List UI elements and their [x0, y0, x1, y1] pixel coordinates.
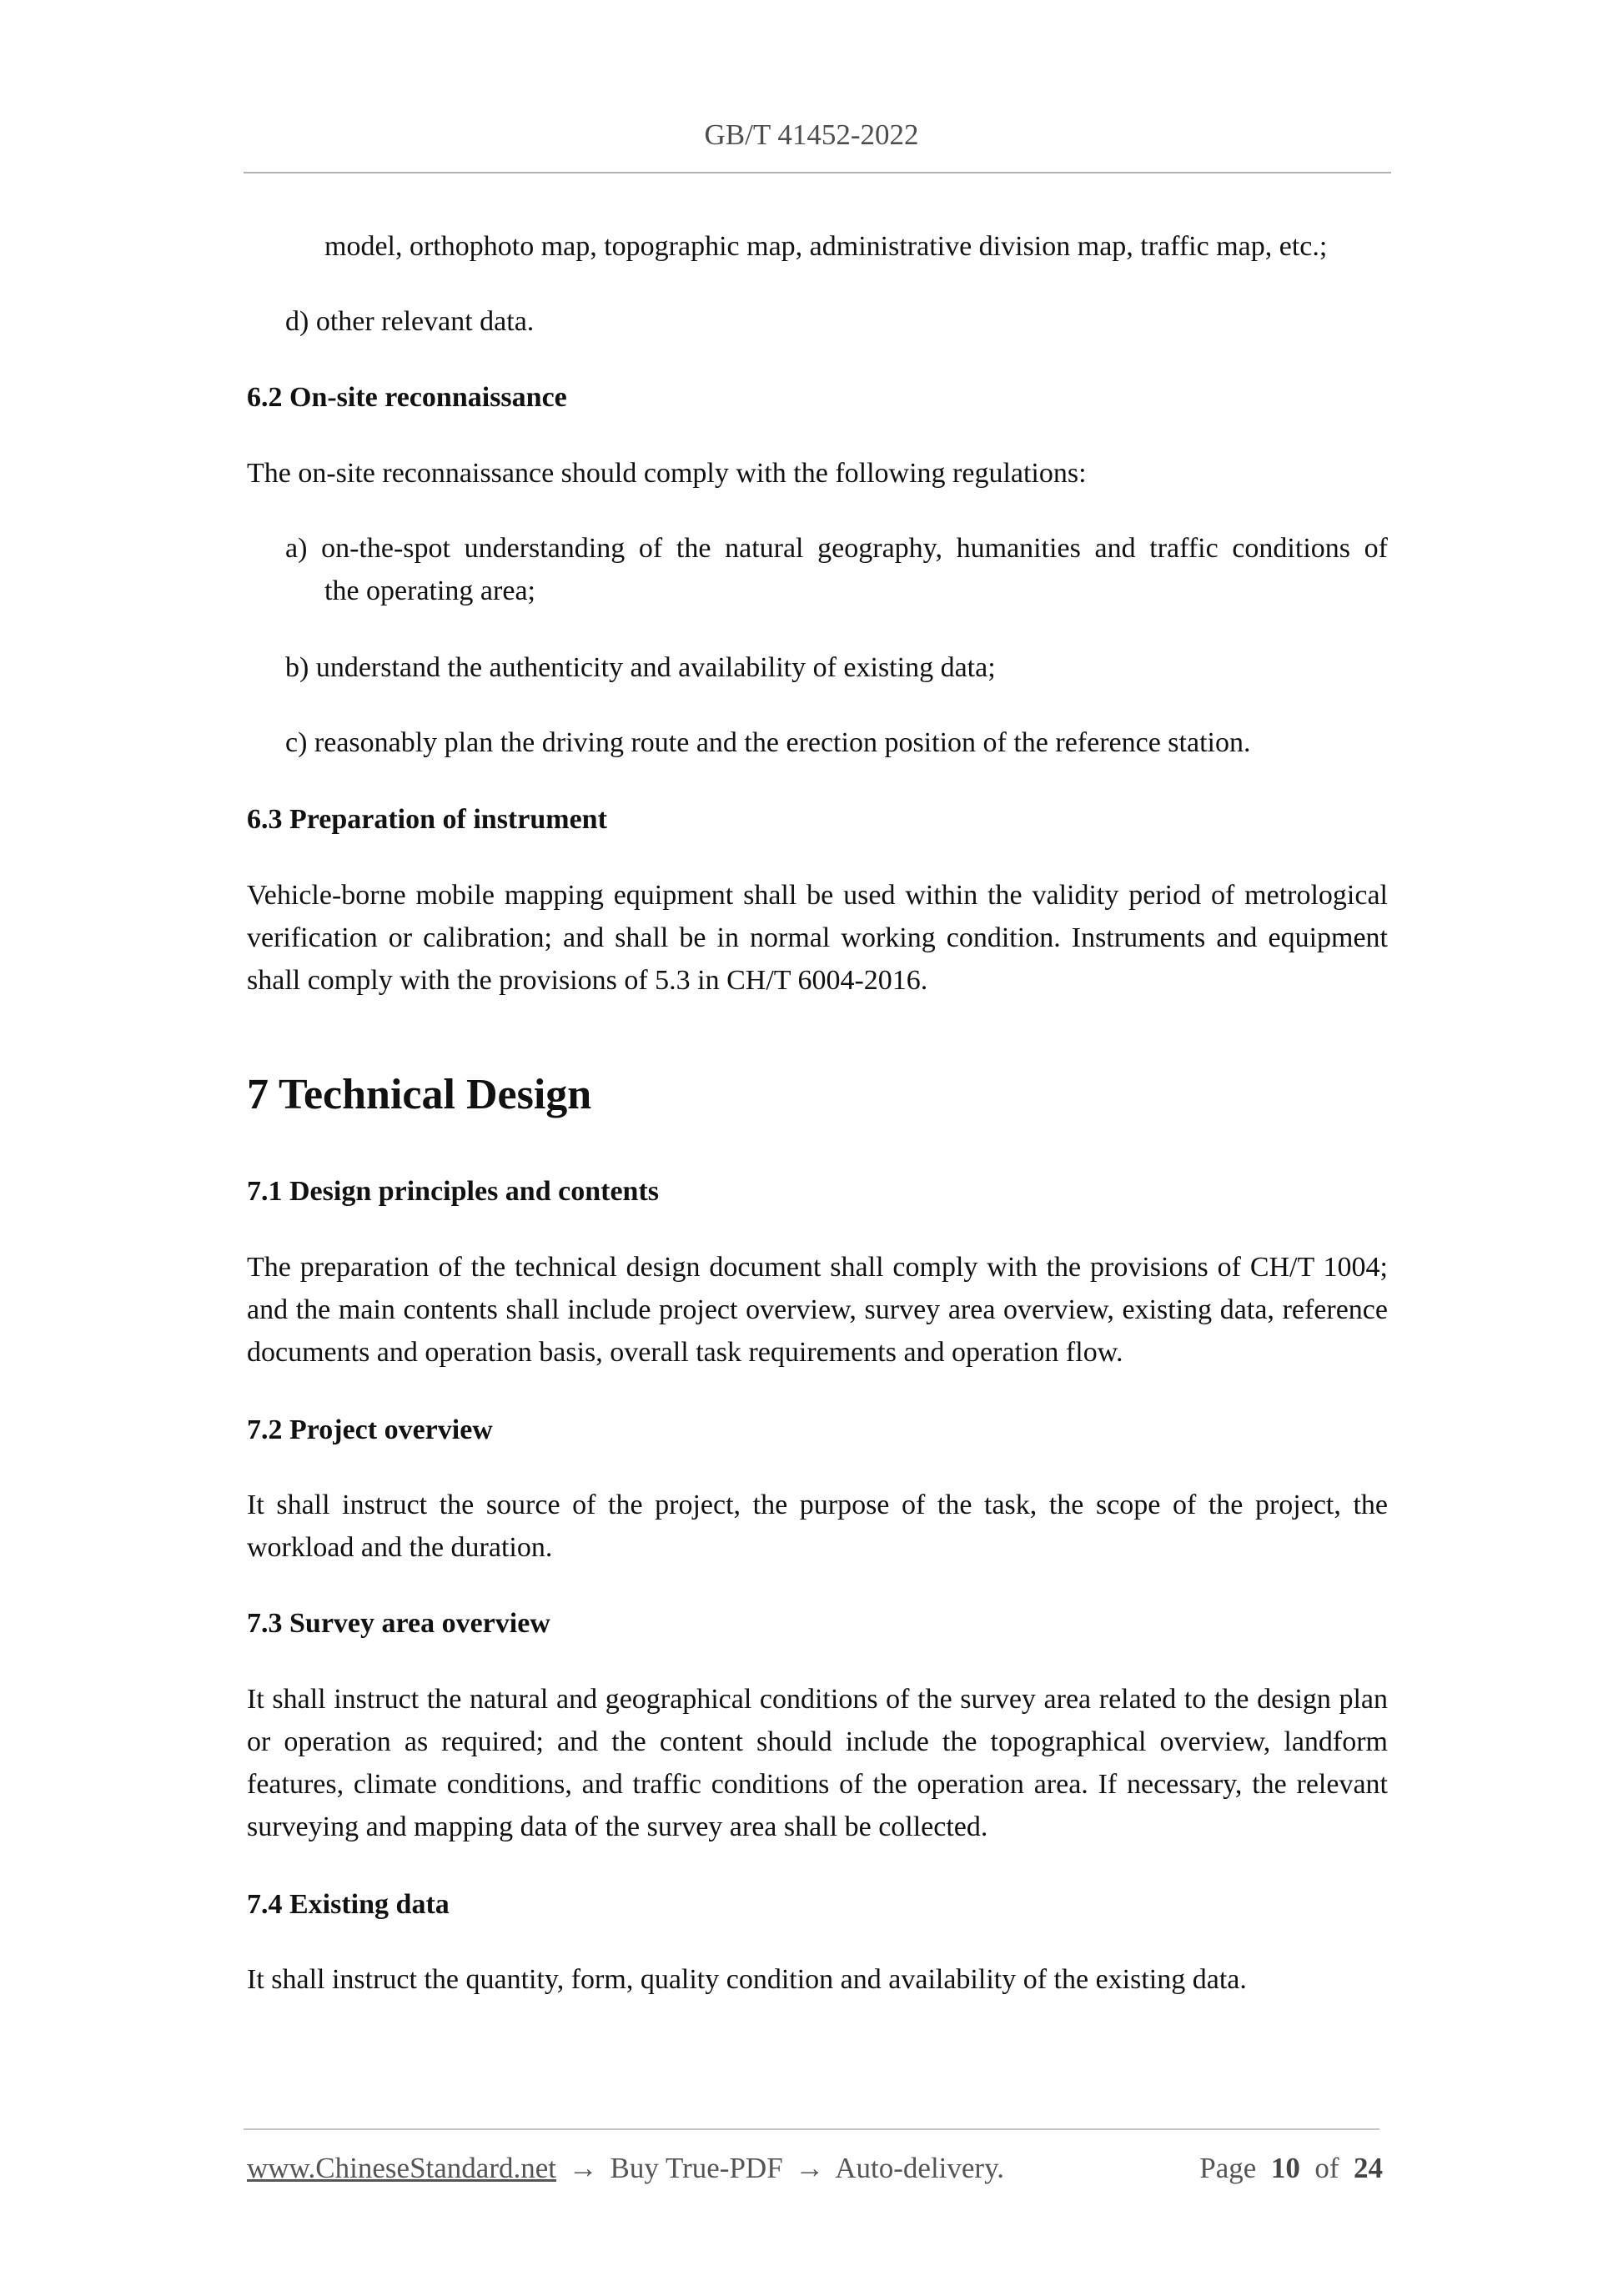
- section-7-4-paragraph: It shall instruct the quantity, form, quality condition and availability of the existing data.: [247, 1964, 1247, 1995]
- header-divider: [244, 172, 1391, 173]
- list-item-d: d) other relevant data.: [285, 306, 535, 337]
- of-label: of: [1314, 2152, 1339, 2184]
- document-code-header: GB/T 41452-2022: [704, 118, 919, 151]
- section-6-3-paragraph: Vehicle-borne mobile mapping equipment shall be used within the validity period of metrological verification or calibration; and shall be in normal working condition. Instruments and equipment shall comply with the provisions of 5.3 in CH/T 6004-2016.: [247, 880, 1388, 996]
- section-7-4-heading: 7.4 Existing data: [247, 1889, 450, 1920]
- list-item-c: c) reasonably plan the driving route and the erection position of the reference station.: [285, 727, 1251, 758]
- website-link[interactable]: www.ChineseStandard.net: [247, 2152, 556, 2184]
- section-7-1-paragraph: The preparation of the technical design document shall comply with the provisions of CH/T 1004; and the main contents shall include project overview, survey area overview, existing data, reference documents and operation basis, overall task requirements and operation flow.: [247, 1252, 1388, 1368]
- section-6-3-heading: 6.3 Preparation of instrument: [247, 804, 607, 835]
- list-item-b: b) understand the authenticity and availability of existing data;: [285, 652, 996, 683]
- section-7-3-paragraph: It shall instruct the natural and geographical conditions of the survey area related to the design plan or operation as required; and the content should include the topographical overview, landform features, climate conditions, and traffic conditions of the operation area. If necessary, the relevant surveying and mapping data of the survey area shall be collected.: [247, 1684, 1388, 1842]
- footer-divider: [244, 2128, 1379, 2130]
- arrow-right-icon: →: [568, 2152, 598, 2184]
- auto-delivery-text: Auto-delivery.: [835, 2152, 1005, 2184]
- section-7-2-heading: 7.2 Project overview: [247, 1414, 493, 1445]
- page-label: Page: [1199, 2152, 1257, 2184]
- arrow-right-icon: →: [795, 2152, 825, 2184]
- section-7-3-heading: 7.3 Survey area overview: [247, 1608, 550, 1639]
- list-item-continuation: model, orthophoto map, topographic map, administrative division map, traffic map, etc.;: [324, 231, 1328, 262]
- list-item-a-line2: the operating area;: [324, 575, 535, 606]
- list-item-a-line1: a) on-the-spot understanding of the natural geography, humanities and traffic conditions of: [285, 533, 1388, 564]
- section-7-1-heading: 7.1 Design principles and contents: [247, 1176, 659, 1207]
- section-6-2-intro: The on-site reconnaissance should comply with the following regulations:: [247, 458, 1087, 489]
- page-indicator: [1199, 2147, 1383, 2190]
- page-footer: [247, 2147, 1383, 2190]
- total-pages-number: 24: [1354, 2152, 1383, 2184]
- list-item-a: [285, 527, 1388, 612]
- buy-true-pdf-text: Buy True-PDF: [610, 2152, 783, 2184]
- section-7-2-paragraph: It shall instruct the source of the project, the purpose of the task, the scope of the project, the workload and the duration.: [247, 1490, 1388, 1563]
- chapter-7-heading: 7 Technical Design: [247, 1071, 592, 1118]
- current-page-number: 10: [1270, 2152, 1300, 2184]
- section-6-2-heading: 6.2 On-site reconnaissance: [247, 382, 567, 413]
- footer-promo: [247, 2147, 1004, 2190]
